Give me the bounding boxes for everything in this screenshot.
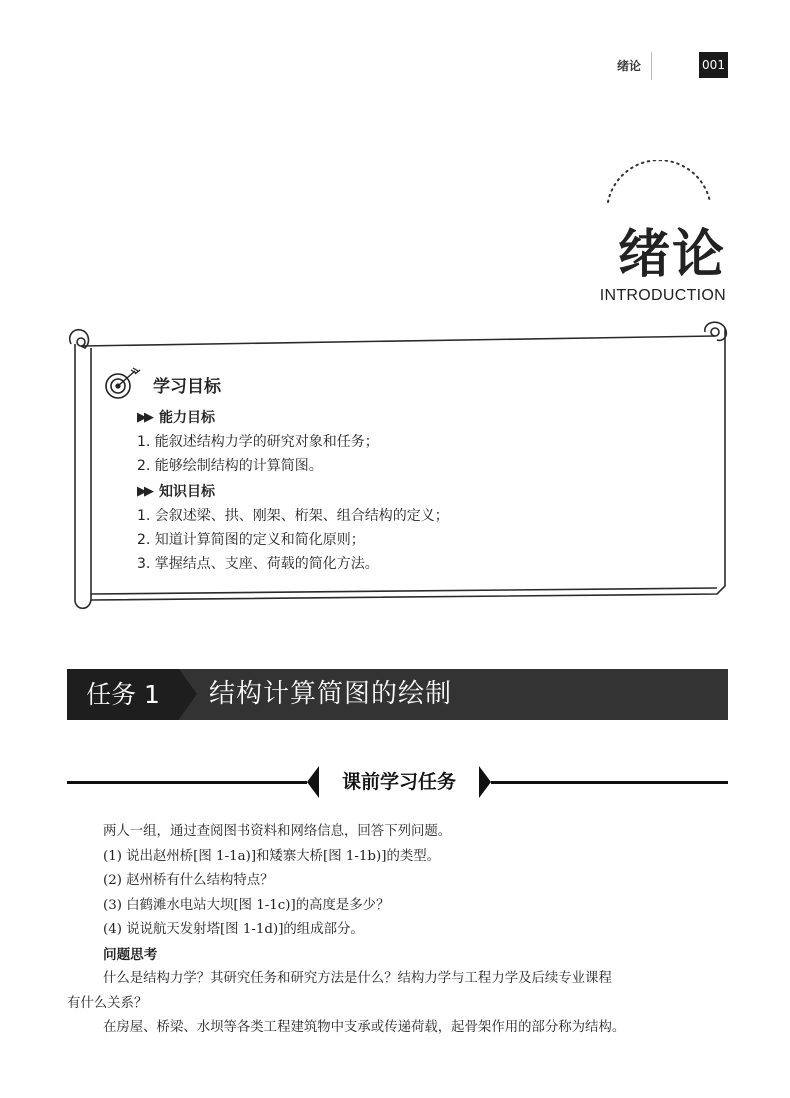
body-text xyxy=(67,820,728,1041)
dotted-arc-decoration xyxy=(604,160,714,210)
think-paragraph-line-2: 有什么关系？ xyxy=(67,995,148,1011)
ability-goals-text: 能力目标 xyxy=(159,410,215,426)
question-item: (3) 白鹤滩水电站大坝[图 1-1c)]的高度是多少？ xyxy=(103,897,390,913)
ability-item: 1. 能叙述结构力学的研究对象和任务； xyxy=(137,434,379,450)
question-item: (1) 说出赵州桥[图 1-1a)]和矮寨大桥[图 1-1b)]的类型。 xyxy=(103,848,441,864)
double-arrow-icon: ▶▶ xyxy=(137,409,151,425)
double-arrow-icon: ▶▶ xyxy=(137,483,151,499)
pre-class-task-title: 课前学习任务 xyxy=(341,771,456,793)
task-banner xyxy=(67,669,728,720)
heading-bracket-right xyxy=(479,766,491,798)
header-divider xyxy=(651,52,652,80)
ability-item: 2. 能够绘制结构的计算简图。 xyxy=(137,458,323,474)
objectives-heading: 学习目标 xyxy=(153,376,221,397)
knowledge-goals-text: 知识目标 xyxy=(159,484,215,500)
heading-rule-right xyxy=(491,781,728,784)
running-header-chapter: 绪论 xyxy=(617,59,642,73)
question-item: (2) 赵州桥有什么结构特点？ xyxy=(103,873,274,888)
task-title: 结构计算简图的绘制 xyxy=(209,679,453,709)
task-number: 任务 1 xyxy=(67,669,179,720)
question-item: (4) 说说航天发射塔[图 1-1d)]的组成部分。 xyxy=(103,922,364,937)
page-number: 001 xyxy=(699,52,728,78)
knowledge-item: 3. 掌握结点、支座、荷载的简化方法。 xyxy=(137,556,379,572)
ability-goals-label xyxy=(137,407,703,427)
intro-paragraph: 两人一组，通过查阅图书资料和网络信息，回答下列问题。 xyxy=(103,824,452,839)
knowledge-item: 1. 会叙述梁、拱、刚架、桁架、组合结构的定义； xyxy=(137,508,449,524)
objectives-heading-row xyxy=(103,367,703,401)
knowledge-item: 2. 知道计算简图的定义和简化原则； xyxy=(137,532,365,548)
think-paragraph-line-1: 什么是结构力学？其研究任务和研究方法是什么？结构力学与工程力学及后续专业课程 xyxy=(103,971,612,986)
task-chevron-decoration xyxy=(179,669,197,719)
chapter-title: 绪论 xyxy=(617,225,726,285)
learning-objectives xyxy=(103,367,703,573)
chapter-subtitle: INTRODUCTION xyxy=(599,287,726,304)
knowledge-goals-label xyxy=(137,481,703,501)
pre-class-task-heading xyxy=(67,764,728,800)
heading-rule-left xyxy=(67,781,307,784)
definition-paragraph: 在房屋、桥梁、水坝等各类工程建筑物中支承或传递荷载，起骨架作用的部分称为结构。 xyxy=(103,1020,626,1035)
heading-bracket-left xyxy=(307,766,319,798)
target-icon xyxy=(103,367,143,401)
think-heading: 问题思考 xyxy=(103,946,158,963)
